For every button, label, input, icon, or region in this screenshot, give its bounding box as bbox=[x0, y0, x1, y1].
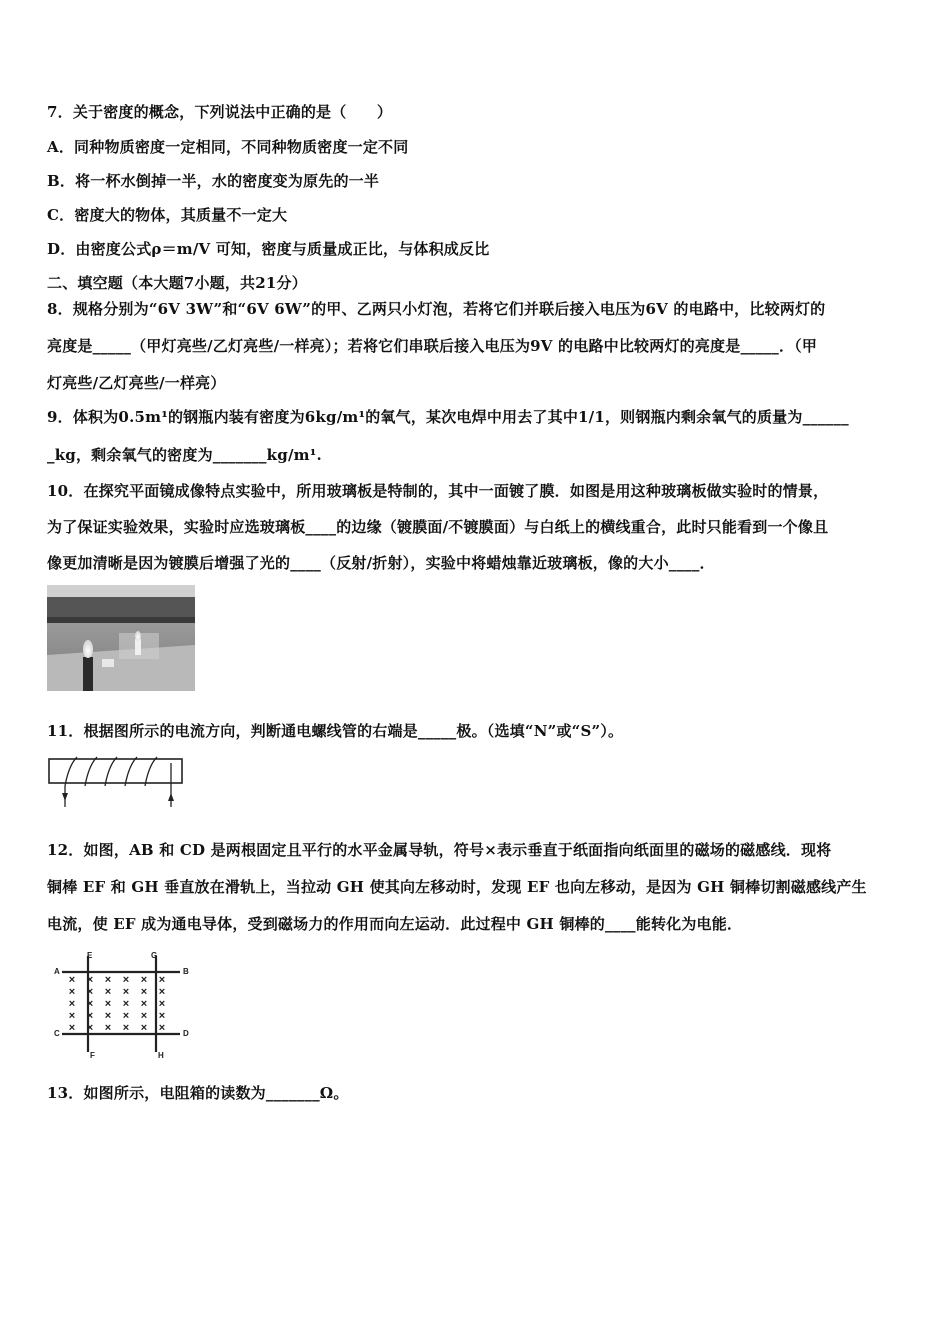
magnetic-field-cross: × bbox=[140, 1022, 148, 1034]
magnetic-field-cross: × bbox=[104, 998, 112, 1010]
current-arrow-up-icon bbox=[168, 793, 174, 801]
q12-line-1: 12．如图，AB 和 CD 是两根固定且平行的水平金属导轨，符号×表示垂直于纸面指向纸面里的磁场的磁感线．现将 bbox=[47, 841, 832, 859]
magnetic-field-cross: × bbox=[140, 974, 148, 986]
magnetic-field-cross: × bbox=[104, 1022, 112, 1034]
magnetic-field-cross: × bbox=[104, 974, 112, 986]
q8-line-3: 灯亮些/乙灯亮些/一样亮） bbox=[47, 374, 226, 392]
magnetic-field-cross: × bbox=[104, 986, 112, 998]
magnetic-field-cross: × bbox=[122, 998, 130, 1010]
label-g: G bbox=[151, 951, 158, 960]
magnetic-field-cross: × bbox=[86, 998, 94, 1010]
q12-line-2: 铜棒 EF 和 GH 垂直放在滑轨上，当拉动 GH 使其向左移动时，发现 EF 也向左移动，是因为 GH 铜棒切割磁感线产生 bbox=[47, 878, 867, 896]
magnetic-field-cross: × bbox=[68, 1010, 76, 1022]
mirror-experiment-photo bbox=[47, 585, 195, 691]
magnetic-field-cross: × bbox=[86, 986, 94, 998]
magnetic-field-cross: × bbox=[122, 1010, 130, 1022]
section-heading: 二、填空题（本大题7小题，共21分） bbox=[47, 274, 307, 292]
q10-line-3: 像更加清晰是因为镀膜后增强了光的____（反射/折射），实验中将蜡烛靠近玻璃板，像的大小____． bbox=[47, 554, 715, 572]
q7-option-c: C．密度大的物体，其质量不一定大 bbox=[47, 206, 288, 224]
q8-line-1: 8．规格分别为“6V 3W”和“6V 6W”的甲、乙两只小灯泡，若将它们并联后接入电压为6V 的电路中，比较两灯的 bbox=[47, 300, 826, 318]
q12-line-3: 电流，使 EF 成为通电导体，受到磁场力的作用而向左运动．此过程中 GH 铜棒的____能转化为电能． bbox=[47, 915, 743, 933]
q10-line-1: 10．在探究平面镜成像特点实验中，所用玻璃板是特制的，其中一面镀了膜．如图是用这种玻璃板做实验时的情景， bbox=[47, 482, 829, 500]
q9-line-2: _kg，剩余氧气的密度为_______kg/m¹. bbox=[47, 446, 322, 464]
magnetic-field-cross: × bbox=[86, 1022, 94, 1034]
label-f: F bbox=[90, 1051, 95, 1060]
q9-line-1: 9．体积为0.5m¹的钢瓶内装有密度为6kg/m¹的氧气，某次电焊中用去了其中1/1，则钢瓶内剩余氧气的质量为______ bbox=[47, 408, 849, 426]
magnetic-field-cross: × bbox=[122, 986, 130, 998]
magnetic-field-cross: × bbox=[158, 986, 166, 998]
magnetic-field-cross: × bbox=[104, 1010, 112, 1022]
q8-line-2: 亮度是_____（甲灯亮些/乙灯亮些/一样亮）；若将它们串联后接入电压为9V 的电路中比较两灯的亮度是_____．（甲 bbox=[47, 337, 818, 355]
label-b: B bbox=[183, 967, 189, 976]
magnetic-field-cross: × bbox=[158, 998, 166, 1010]
magnetic-field-cross: × bbox=[140, 986, 148, 998]
current-arrow-down-icon bbox=[62, 793, 68, 801]
label-a: A bbox=[54, 967, 60, 976]
magnetic-field-cross: × bbox=[122, 1022, 130, 1034]
magnetic-field-cross: × bbox=[86, 1010, 94, 1022]
magnetic-field-cross: × bbox=[86, 974, 94, 986]
label-h: H bbox=[158, 1051, 164, 1060]
solenoid-figure bbox=[47, 755, 185, 811]
rails-magnetic-field-figure bbox=[52, 950, 194, 1060]
magnetic-field-cross: × bbox=[158, 974, 166, 986]
magnetic-field-cross: × bbox=[122, 974, 130, 986]
q13-text: 13．如图所示，电阻箱的读数为_______Ω。 bbox=[47, 1084, 349, 1102]
magnetic-field-cross: × bbox=[68, 998, 76, 1010]
q7-option-d: D．由密度公式ρ＝m/V 可知，密度与质量成正比，与体积成反比 bbox=[47, 240, 490, 258]
q10-line-2: 为了保证实验效果，实验时应选玻璃板____的边缘（镀膜面/不镀膜面）与白纸上的横线重合，此时只能看到一个像且 bbox=[47, 518, 829, 536]
q7-option-b: B．将一杯水倒掉一半，水的密度变为原先的一半 bbox=[47, 172, 380, 190]
q11-text: 11．根据图所示的电流方向，判断通电螺线管的右端是_____极。（选填“N”或“S”）。 bbox=[47, 722, 624, 740]
label-e: E bbox=[87, 951, 93, 960]
magnetic-field-cross: × bbox=[140, 1010, 148, 1022]
magnetic-field-cross: × bbox=[158, 1022, 166, 1034]
magnetic-field-cross: × bbox=[158, 1010, 166, 1022]
label-c: C bbox=[54, 1029, 60, 1038]
label-d: D bbox=[183, 1029, 189, 1038]
q7-stem: 7．关于密度的概念，下列说法中正确的是（ ） bbox=[47, 103, 393, 121]
magnetic-field-cross: × bbox=[68, 1022, 76, 1034]
q7-option-a: A．同种物质密度一定相同，不同种物质密度一定不同 bbox=[47, 138, 409, 156]
magnetic-field-cross: × bbox=[140, 998, 148, 1010]
magnetic-field-cross: × bbox=[68, 986, 76, 998]
magnetic-field-cross: × bbox=[68, 974, 76, 986]
